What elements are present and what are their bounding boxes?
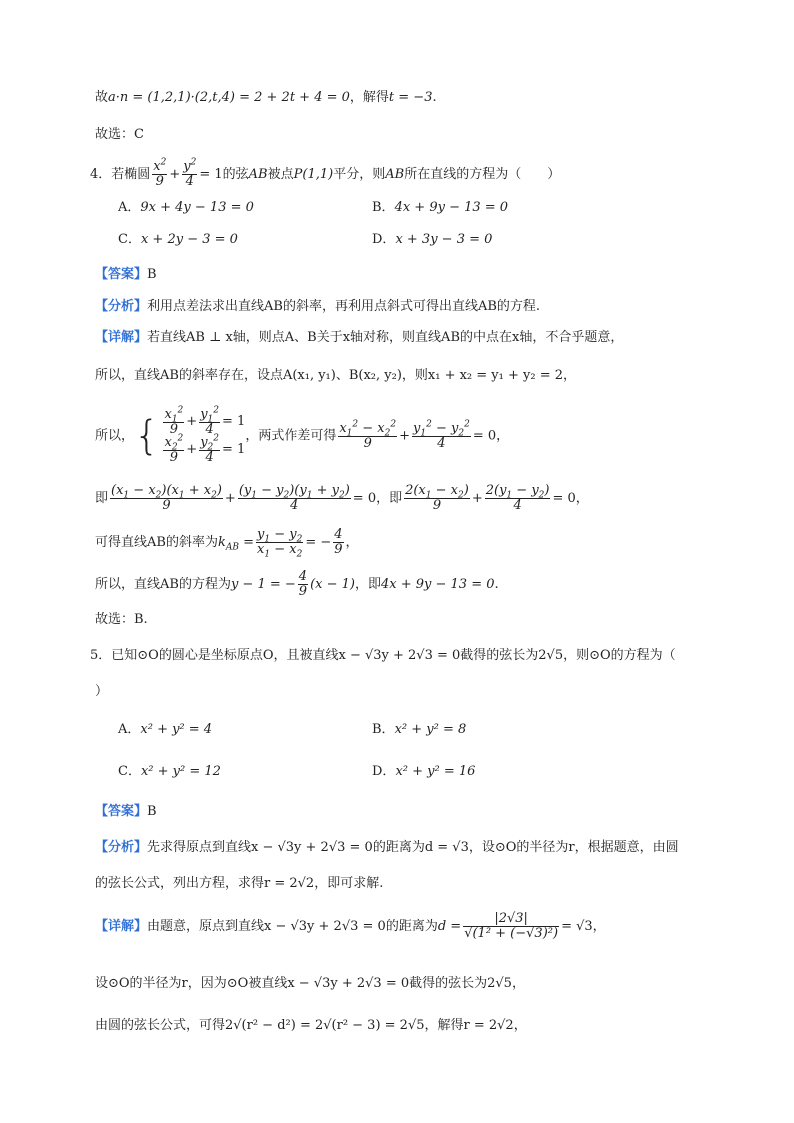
text-end: = 0， (472, 428, 510, 444)
fraction-diff-x: $\frac{x_1^2 - x_2^2}{9}$ (339, 419, 397, 451)
answer-tag: 【答案】 (95, 804, 148, 819)
text-mid: = 0，即 (352, 491, 403, 506)
text-p3: 所在直线的方程为（ ） (404, 167, 561, 182)
slope-subscript: AB (225, 542, 239, 553)
text-mid: ，两式作差可得 (245, 428, 337, 444)
fraction-product-y: $\frac{(y_1 - y_2)(y_1 + y_2)}{4}$ (238, 483, 350, 513)
text-prefix: 所以， (95, 428, 135, 444)
detail-text: 若直线AB ⊥ x轴，则点A、B关于x轴对称，则直线AB的中点在x轴，不合乎题意， (147, 330, 624, 345)
option-label: B． (372, 722, 395, 737)
q4-option-c (118, 230, 238, 250)
detail-5-line-3: 由圆的弦长公式，可得2√(r² − d²) = 2√(r² − 3) = 2√5，解得r = 2√2， (95, 1018, 527, 1033)
line-equation-part2: (x − 1) (310, 577, 355, 592)
detail-4-line-3: 所以，{ $\frac{x_1^2}{9}$ + $\frac{y_1^2}{4}$ = 1 $\frac{x_2^2}{9}$ + $\frac{y_2^2}{4}$ = 1 ，两式作差可得 $\frac{x_1^2 - x_2^2}{9}$ + $\frac{y_1^2 - y_2^2}{4}$ = 0， (95, 405, 510, 465)
option-label: B． (372, 200, 395, 215)
detail-tag: 【详解】 (95, 919, 148, 934)
question-5-close: ） (95, 684, 109, 699)
choice-line-b: 故选：B. (95, 612, 148, 627)
chord-label: AB (385, 167, 405, 182)
text-end: = √3， (561, 919, 606, 934)
detail-5-line-2: 设⊙O的半径为r，因为⊙O被直线x − √3y + 2√3 = 0截得的弦长为2√5， (95, 976, 525, 991)
line-equation-result: 4x + 9y − 13 = 0 (380, 577, 495, 592)
option-expression: 4x + 9y − 13 = 0 (394, 200, 509, 215)
answer-4 (95, 265, 157, 285)
text-p1: 被点 (267, 167, 294, 182)
q5-option-a (118, 720, 212, 740)
option-expression: x + 3y − 3 = 0 (395, 232, 493, 247)
text-mid: ，即 (354, 577, 381, 592)
answer-value: B (147, 267, 157, 282)
analysis-text: 先求得原点到直线x − √3y + 2√3 = 0的距离为d = √3，设⊙O的半径为r，根据题意，由圆 (147, 840, 679, 855)
option-label: C． (118, 764, 141, 779)
q4-option-a (118, 198, 254, 218)
text-end: . (494, 577, 499, 592)
fraction-2x: $\frac{2(x_1 - x_2)}{9}$ (405, 483, 469, 513)
option-expression: x² + y² = 4 (140, 722, 213, 737)
text-mid: 的弦 (222, 167, 249, 182)
fraction-2y: $\frac{2(y_1 - y_2)}{4}$ (485, 483, 550, 513)
solution-line-1 (95, 88, 437, 108)
fraction-y2-4: $\frac{y^2}{4}$ (183, 157, 197, 189)
distance-symbol: d = (437, 919, 462, 934)
option-expression: x² + y² = 12 (140, 764, 221, 779)
distance-numerator: |2√3| (463, 912, 559, 927)
text-prefix: 所以，直线AB的方程为 (95, 577, 231, 592)
option-expression: x² + y² = 16 (395, 764, 476, 779)
q5-option-d (372, 762, 475, 782)
fraction-diff-y: $\frac{y_1^2 - y_2^2}{4}$ (413, 419, 470, 451)
text-prefix: 故 (95, 90, 109, 105)
option-label: D． (372, 764, 396, 779)
detail-4 (95, 328, 623, 348)
point-label: P(1,1) (293, 167, 334, 182)
detail-text: 由题意，原点到直线x − √3y + 2√3 = 0的距离为 (147, 919, 438, 934)
text-prefix: 可得直线AB的斜率为 (95, 535, 218, 550)
detail-5 (95, 912, 606, 941)
analysis-4 (95, 297, 540, 317)
text-end: . (432, 90, 437, 105)
question-4: 4．若椭圆 $\frac{x^2}{9}$ + $\frac{y^2}{4}$ = 1的弦AB被点P(1,1)平分，则AB所在直线的方程为（ ） (90, 157, 561, 189)
dot-product-expression: a·n = (1,2,1)·(2,t,4) = 2 + 2t + 4 = 0 (108, 90, 350, 105)
text-prefix: 即 (95, 491, 109, 506)
system-brace: { (134, 413, 160, 459)
q4-option-b (372, 198, 508, 218)
equation-system: $\frac{x_1^2}{9}$ + $\frac{y_1^2}{4}$ = 1 $\frac{x_2^2}{9}$ + $\frac{y_2^2}{4}$ = 1 (164, 405, 246, 465)
fraction-distance (463, 912, 559, 941)
answer-tag: 【答案】 (95, 267, 148, 282)
fraction-4-9: $\frac{4}{9}$ (334, 527, 343, 557)
analysis-tag: 【分析】 (95, 840, 148, 855)
q5-option-b (372, 720, 466, 740)
option-label: A． (118, 200, 141, 215)
text-p2: 平分，则 (333, 167, 386, 182)
fraction-x2-9: $\frac{x^2}{9}$ (153, 157, 167, 189)
detail-4-line-6 (95, 570, 499, 599)
option-label: A． (118, 722, 141, 737)
analysis-5 (95, 838, 679, 858)
detail-4-line-5: 可得直线AB的斜率为$k_{AB}$ = $\frac{y_1 - y_2}{x_1 - x_2}$ = − $\frac{4}{9}$ ， (95, 527, 359, 560)
slope-symbol: k (217, 535, 226, 550)
result-expression: t = −3 (388, 90, 433, 105)
ellipse-equation-rest: = 1 (199, 167, 223, 182)
question-5: 5．已知⊙O的圆心是坐标原点O，且被直线x − √3y + 2√3 = 0截得的弦长为2√5，则⊙O的方程为（ (90, 648, 676, 663)
text-mid: ，解得 (349, 90, 389, 105)
fraction-slope: $\frac{y_1 - y_2}{x_1 - x_2}$ (257, 527, 303, 560)
detail-4-line-2: 所以，直线AB的斜率存在，设点A(x₁, y₁)、B(x₂, y₂)，则x₁ + x₂ = y₁ + y₂ = 2， (95, 368, 576, 383)
answer-5 (95, 802, 157, 822)
analysis-5-line-2: 的弦长公式，列出方程，求得r = 2√2，即可求解. (95, 876, 384, 891)
fraction-product-x: $\frac{(x_1 - x_2)(x_1 + x_2)}{9}$ (111, 483, 222, 513)
detail-tag: 【详解】 (95, 330, 148, 345)
q5-option-c (118, 762, 221, 782)
option-expression: x + 2y − 3 = 0 (140, 232, 238, 247)
q4-option-d (372, 230, 492, 250)
analysis-text: 利用点差法求出直线AB的斜率，再利用点斜式可得出直线AB的方程. (147, 299, 541, 314)
distance-denominator: √(1² + (−√3)²) (464, 926, 559, 941)
fraction-4-9: $\frac{4}{9}$ (298, 569, 308, 599)
question-4-number: 4．若椭圆 (90, 167, 151, 182)
text-end: ， (345, 535, 359, 550)
option-label: D． (372, 232, 396, 247)
detail-4-line-4: 即 $\frac{(x_1 - x_2)(x_1 + x_2)}{9}$ + $\frac{(y_1 - y_2)(y_1 + y_2)}{4}$ = 0，即 $\frac{2(x_1 - x_2)}{9}$ + $\frac{2(y_1 - y_2)}{4}$ = 0， (95, 483, 589, 513)
text-end: = 0， (552, 491, 589, 506)
choice-line-c: 故选：C (95, 127, 144, 142)
line-equation-part1: y − 1 = − (230, 577, 296, 592)
option-expression: x² + y² = 8 (394, 722, 467, 737)
analysis-tag: 【分析】 (95, 299, 148, 314)
option-expression: 9x + 4y − 13 = 0 (140, 200, 254, 215)
chord-label: AB (248, 167, 268, 182)
answer-value: B (147, 804, 157, 819)
option-label: C． (118, 232, 141, 247)
